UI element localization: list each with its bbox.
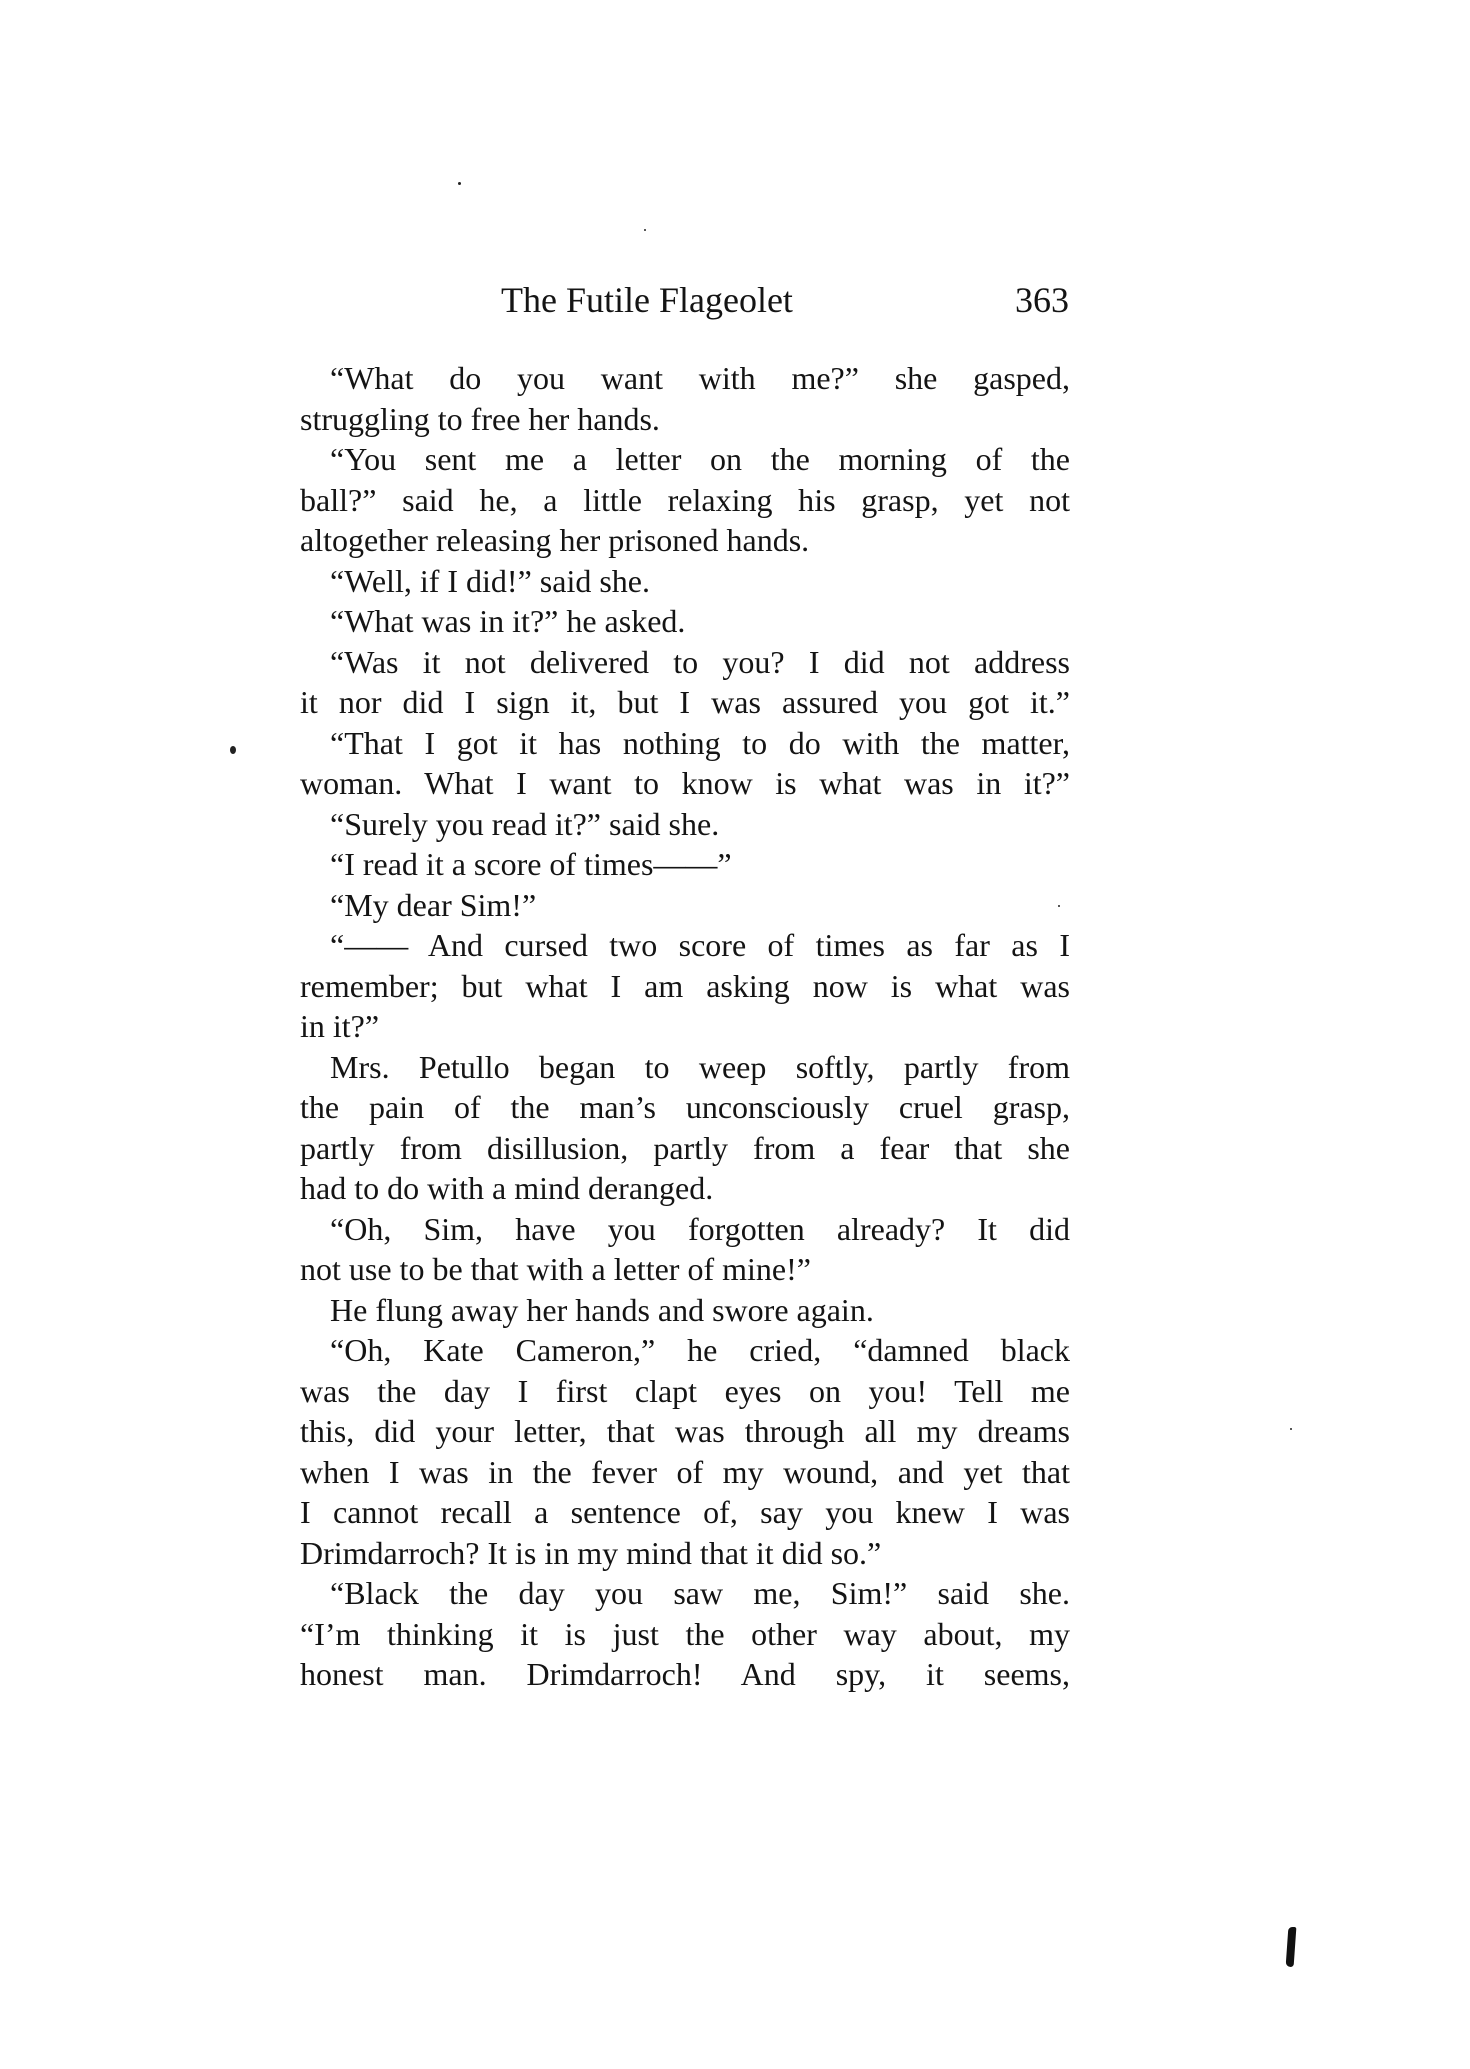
text-line: was the day I first clapt eyes on you! Tell me: [300, 1372, 1070, 1409]
text-line: in it?”: [300, 1008, 380, 1044]
text-line: Mrs. Petullo began to weep softly, partly from: [330, 1048, 1070, 1085]
text-line: “You sent me a letter on the morning of the: [330, 441, 1070, 477]
text-line: “That I got it has nothing to do with the matter,: [330, 724, 1070, 761]
text-line: He flung away her hands and swore again.: [330, 1291, 874, 1328]
text-line: when I was in the fever of my wound, and yet that: [300, 1453, 1070, 1490]
body-text: [300, 358, 1070, 1695]
text-line: woman. What I want to know is what was in it?”: [300, 765, 1070, 801]
scan-speck: [644, 229, 646, 231]
running-title: The Futile Flageolet: [501, 280, 793, 320]
page-header: [301, 275, 1069, 325]
text-line: “—— And cursed two score of times as far as I: [330, 927, 1070, 963]
scan-speck: [1290, 1428, 1292, 1430]
scan-speck: [458, 182, 461, 185]
scan-edge-mark: [1286, 1927, 1297, 1967]
text-line: I cannot recall a sentence of, say you knew I was: [300, 1494, 1070, 1530]
text-line: “What was in it?” he asked.: [330, 603, 686, 639]
scan-speck: [1058, 905, 1060, 907]
text-line: “What do you want with me?” she gasped,: [330, 360, 1070, 396]
text-line: “Oh, Sim, have you forgotten already? It did: [330, 1210, 1070, 1247]
text-line: struggling to free her hands.: [300, 400, 660, 437]
text-line: Drimdarroch? It is in my mind that it did so.”: [300, 1534, 882, 1571]
text-line: it nor did I sign it, but I was assured you got it.”: [300, 684, 1070, 720]
page-number: 363: [1015, 280, 1069, 320]
text-line: “My dear Sim!”: [330, 886, 537, 923]
scan-speck: [230, 746, 236, 754]
text-line: “Black the day you saw me, Sim!” said she.: [330, 1575, 1070, 1611]
text-line: the pain of the man’s unconsciously cruel grasp,: [300, 1089, 1070, 1125]
text-line: this, did your letter, that was through all my dreams: [300, 1413, 1070, 1449]
text-line: had to do with a mind deranged.: [300, 1170, 714, 1206]
text-line: honest man. Drimdarroch! And spy, it seems,: [300, 1656, 1070, 1692]
text-line: altogether releasing her prisoned hands.: [300, 522, 810, 558]
text-line: partly from disillusion, partly from a fear that she: [300, 1129, 1070, 1166]
text-line: remember; but what I am asking now is what was: [300, 967, 1070, 1004]
text-line: “I read it a score of times——”: [330, 846, 732, 882]
text-line: “Was it not delivered to you? I did not address: [330, 643, 1070, 680]
text-line: not use to be that with a letter of mine!”: [300, 1251, 811, 1287]
text-line: ball?” said he, a little relaxing his grasp, yet not: [300, 481, 1070, 518]
text-line: “Surely you read it?” said she.: [330, 805, 720, 842]
text-line: “I’m thinking it is just the other way about, my: [300, 1615, 1070, 1652]
text-line: “Oh, Kate Cameron,” he cried, “damned black: [330, 1332, 1070, 1368]
text-line: “Well, if I did!” said she.: [330, 562, 650, 599]
